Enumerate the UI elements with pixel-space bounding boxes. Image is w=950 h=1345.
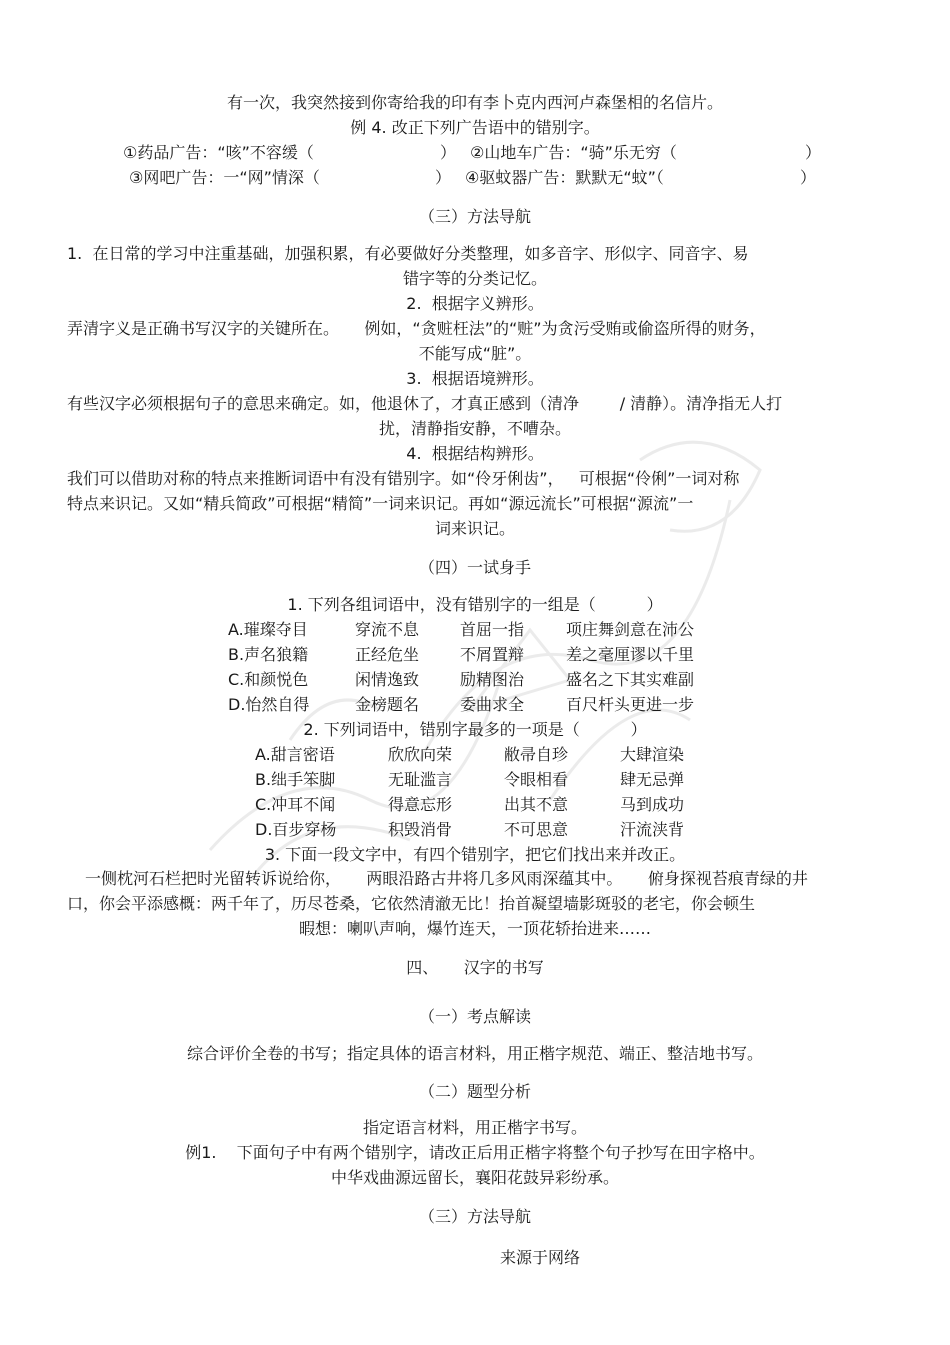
method2-line-b: 不能写成“脏”。 (418, 344, 532, 363)
option-word: 积毁消骨 (388, 820, 453, 839)
ad-item-1-close: ） (440, 143, 457, 162)
q2-option-a (0, 744, 950, 766)
option-word: D.怡然自得 (228, 695, 310, 714)
method4-title: 4. 根据结构辨形。 (406, 444, 544, 463)
ad-item-4: ④驱蚊器广告：默默无“蚊”（ (465, 168, 664, 187)
option-word: 励精图治 (460, 670, 525, 689)
passage-line-1: 一侧枕河石栏把时光留转诉说给你， 两眼沿路古井将几多风雨深蕴其中。 俯身探视苔痕青绿的井 (85, 869, 808, 888)
option-word: 大肆渲染 (620, 745, 685, 764)
method1-line-a: 1. 在日常的学习中注重基础，加强积累，有必要做好分类整理，如多音字、形似字、同音字、易 (67, 244, 749, 263)
method4-line-c: 词来识记。 (434, 519, 515, 538)
ad-item-3-close: ） (435, 168, 452, 187)
passage-line-3: 暇想：喇叭声响，爆竹连天，一顶花轿抬进来…… (298, 919, 651, 938)
method3-line-a: 有些汉字必须根据句子的意思来确定。如，他退休了，才真正感到（清净 / 清静）。清净指无人打 (67, 394, 783, 413)
option-word: 正经危坐 (355, 645, 420, 664)
option-word: C.冲耳不闻 (255, 795, 336, 814)
ad-item-2: ②山地车广告：“骑”乐无穷（ (470, 143, 677, 162)
method2-line-a: 弄清字义是正确书写汉字的关键所在。 例如，“贪赃枉法”的“赃”为贪污受贿或偷盗所得的财务， (67, 319, 766, 338)
option-word: 无耻滥言 (388, 770, 453, 789)
q1-option-b (0, 644, 950, 666)
option-word: 汗流浃背 (620, 820, 685, 839)
ad-item-4-close: ） (800, 168, 817, 187)
passage-line-2: 口，你会平添感概：两千年了，历尽苍桑，它依然清澈无比！抬首凝望墙影斑驳的老宅，你会顿生 (67, 894, 756, 913)
option-word: 得意忘形 (388, 795, 453, 814)
q2-option-b (0, 769, 950, 791)
option-word: A.甜言密语 (255, 745, 335, 764)
method4-line-b: 特点来识记。又如“精兵简政”可根据“精简”一词来识记。再如“源远流长”可根据“源流”一 (67, 494, 694, 513)
ad-item-1: ①药品广告：“咳”不容缓（ (123, 143, 314, 162)
q1-option-d (0, 694, 950, 716)
method3-title: 3. 根据语境辨形。 (406, 369, 544, 388)
option-word: 出其不意 (504, 795, 569, 814)
method3-line-b: 扰，清静指安静，不嘈杂。 (378, 419, 571, 438)
option-word: 肆无忌弹 (620, 770, 685, 789)
option-word: 敝帚自珍 (504, 745, 569, 764)
question-types-line-2: 例1. 下面句子中有两个错别字，请改正后用正楷字将整个句子抄写在田字格中。 (185, 1143, 765, 1162)
option-word: D.百步穿杨 (255, 820, 337, 839)
ad-row-1 (0, 142, 950, 164)
exam-points-text: 综合评价全卷的书写；指定具体的语言材料，用正楷字规范、端正、整洁地书写。 (186, 1044, 763, 1063)
question-1: 1. 下列各组词语中，没有错别字的一组是（ ） (287, 595, 663, 614)
q1-option-c (0, 669, 950, 691)
option-word: B.绌手笨脚 (255, 770, 336, 789)
option-word: C.和颜悦色 (228, 670, 309, 689)
q2-option-d (0, 819, 950, 841)
option-word: 令眼相看 (504, 770, 569, 789)
option-word: A.璀璨夺目 (228, 620, 308, 639)
option-word: 马到成功 (620, 795, 685, 814)
heading-method-1: （三）方法导航 (418, 207, 531, 226)
option-word: 闲情逸致 (355, 670, 420, 689)
heading-try: （四）一试身手 (418, 558, 531, 577)
option-word: 穿流不息 (355, 620, 420, 639)
method1-line-b: 错字等的分类记忆。 (402, 269, 547, 288)
question-types-line-1: 指定语言材料，用正楷字书写。 (362, 1118, 587, 1137)
option-word: 委曲求全 (460, 695, 525, 714)
ad-item-3: ③网吧广告：一“网”情深（ (129, 168, 320, 187)
question-2: 2. 下列词语中，错别字最多的一项是（ ） (303, 720, 647, 739)
q1-option-a (0, 619, 950, 641)
option-word: 不可思意 (504, 820, 569, 839)
intro-sentence: 有一次，我突然接到你寄给我的印有李卜克内西河卢森堡相的名信片。 (226, 93, 723, 112)
ad-row-2 (0, 167, 950, 189)
option-word: 项庄舞剑意在沛公 (566, 620, 695, 639)
option-word: 百尺杆头更进一步 (566, 695, 695, 714)
option-word: B.声名狼籍 (228, 645, 309, 664)
section-4-title: 四、 汉字的书写 (406, 958, 544, 977)
option-word: 欣欣向荣 (388, 745, 453, 764)
method2-title: 2. 根据字义辨形。 (406, 294, 544, 313)
heading-question-types: （二）题型分析 (418, 1082, 531, 1101)
heading-method-2: （三）方法导航 (418, 1207, 531, 1226)
question-3: 3. 下面一段文字中，有四个错别字，把它们找出来并改正。 (264, 845, 686, 864)
question-types-line-3: 中华戏曲源远留长，襄阳花鼓异彩纷承。 (330, 1168, 619, 1187)
option-word: 差之毫厘谬以千里 (566, 645, 695, 664)
q2-option-c (0, 794, 950, 816)
heading-exam-points: （一）考点解读 (418, 1007, 531, 1026)
option-word: 不屑置辩 (460, 645, 525, 664)
footer-source: 来源于网络 (500, 1248, 581, 1267)
option-word: 盛名之下其实难副 (566, 670, 695, 689)
option-word: 金榜题名 (355, 695, 420, 714)
method4-line-a: 我们可以借助对称的特点来推断词语中有没有错别字。如“伶牙俐齿”， 可根据“伶俐”一词对称 (67, 469, 740, 488)
option-word: 首屈一指 (460, 620, 525, 639)
example4-title: 例 4. 改正下列广告语中的错别字。 (350, 118, 600, 137)
ad-item-2-close: ） (805, 143, 822, 162)
